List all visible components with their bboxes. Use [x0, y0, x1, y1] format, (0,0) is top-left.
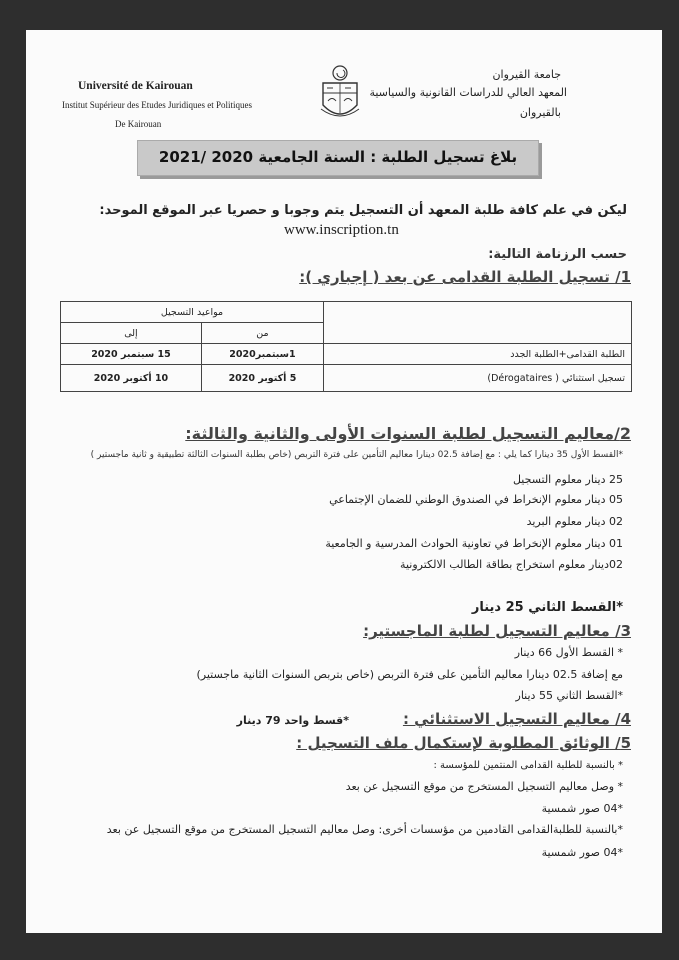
notice-text: ليكن في علم كافة طلبة المعهد أن التسجيل يتم وجوبا و حصريا عبر الموقع الموحد: [99, 203, 627, 218]
s3-line-3: *القسط الثاني 55 دينار [515, 689, 623, 702]
row1-from: 1سبتمبر2020 [201, 344, 323, 365]
section-4-heading: 4/ معاليم التسجيل الاستثنائي : [402, 710, 631, 728]
s2-line-5: 01 دينار معلوم الإنخراط في تعاونية الحوادث المدرسية و الجامعية [325, 537, 623, 550]
s2-line-6: 02دينار معلوم استخراج بطاقة الطالب الالكترونية [400, 558, 623, 571]
col-to: إلى [61, 323, 202, 344]
s5-line-3: *04 صور شمسية [541, 802, 623, 815]
s3-line-2: مع إضافة 02.5 دينارا معاليم التأمين على فترة التربص (خاص بتربص السنوات الثانية ماجستير) [196, 668, 623, 681]
s2-line-2: 25 دينار معلوم التسجيل [512, 473, 623, 486]
row1-label: الطلبة القدامى+الطلبة الجدد [324, 344, 632, 365]
schedule-table [60, 301, 632, 392]
s2-line-1: *القسط الأول 35 دينارا كما يلي : مع إضافة 02.5 دينارا معاليم التأمين على فترة التربص (خاص بطلبة السنوات الثالثة تطبيقية و ثانية ماجستير ) [90, 450, 623, 460]
s3-line-1: * القسط الأول 66 دينار [514, 646, 623, 659]
institute-name-fr: Institut Supérieur des Etudes Juridiques et Politiques [62, 100, 252, 110]
s5-line-2: * وصل معاليم التسجيل المستخرج من موقع التسجيل عن بعد [345, 780, 623, 793]
institute-name-ar: المعهد العالي للدراسات القانونية والسياسية [369, 86, 567, 99]
section-2-heading: 2/معاليم التسجيل لطلبة السنوات الأولى والثانية والثالثة: [185, 424, 631, 443]
s2-line-3: 05 دينار معلوم الإنخراط في الصندوق الوطني للضمان الإجتماعي [329, 493, 623, 506]
table-row [61, 344, 632, 365]
table-empty-cell [324, 302, 632, 344]
s2-line-7: *القسط الثاني 25 دينار [471, 600, 623, 615]
city-name-fr: De Kairouan [115, 119, 162, 129]
row1-to: 15 سبتمبر 2020 [61, 344, 202, 365]
city-name-ar: بالقيروان [519, 106, 561, 119]
s5-line-5: *04 صور شمسية [541, 846, 623, 859]
university-name-fr: Université de Kairouan [78, 80, 193, 92]
s5-line-4: *بالنسبة للطلبةالقدامى القادمين من مؤسسات أخرى: وصل معاليم التسجيل المستخرج من موقع التسجيل عن بعد [106, 823, 623, 836]
table-header: مواعيد التسجيل [61, 302, 324, 323]
page-title: بلاغ تسجيل الطلبة : السنة الجامعية 2020 /2021 [158, 148, 518, 166]
section-1-heading: 1/ تسجيل الطلبة القدامى عن بعد ( إجباري ): [299, 268, 631, 286]
row2-label: تسجيل استثنائي ( Dérogataires) [324, 365, 632, 392]
tunisia-emblem-icon [318, 63, 362, 125]
row2-from: 5 أكتوبر 2020 [201, 365, 323, 392]
website-link[interactable]: www.inscription.tn [284, 222, 399, 238]
section-4-value: *قسط واحد 79 دينار [236, 714, 349, 727]
schedule-intro: حسب الرزنامة التالية: [488, 247, 627, 262]
university-name-ar: جامعة القيروان [492, 68, 561, 81]
section-3-heading: 3/ معاليم التسجيل لطلبة الماجستير: [363, 622, 631, 640]
table-row [61, 365, 632, 392]
s2-line-4: 02 دينار معلوم البريد [526, 515, 623, 528]
s5-line-1: * بالنسبة للطلبة القدامى المنتمين للمؤسسة : [433, 760, 623, 771]
col-from: من [201, 323, 323, 344]
title-banner [137, 140, 539, 176]
section-5-heading: 5/ الوثائق المطلوبة لإستكمال ملف التسجيل : [296, 734, 631, 752]
row2-to: 10 أكتوبر 2020 [61, 365, 202, 392]
